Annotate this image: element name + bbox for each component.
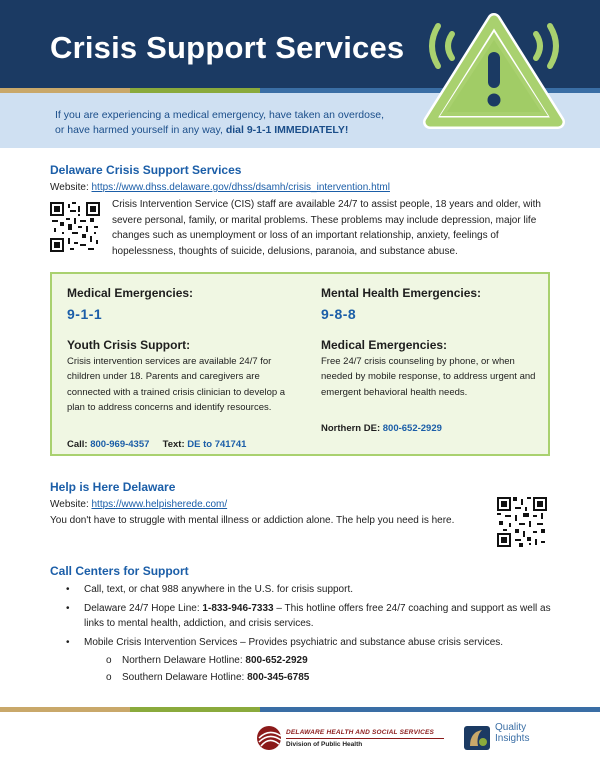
help-heading: Help is Here Delaware <box>50 480 176 494</box>
dhss-logo-icon <box>255 724 285 752</box>
northern-label: Northern DE: <box>321 423 383 434</box>
hope-line-number[interactable]: 1-833-946-7333 <box>202 603 274 614</box>
call-centers-list <box>64 582 564 689</box>
youth-text-value[interactable]: DE to 741741 <box>187 439 247 450</box>
bullet-icon: • <box>66 584 70 595</box>
northern-de-line <box>321 421 442 436</box>
medical-emergencies-2-text: Free 24/7 crisis counseling by phone, or when needed by mobile response, to address urgent and emergent behavioral health needs. <box>321 356 536 398</box>
youth-contact-line <box>67 437 246 452</box>
help-website-link[interactable]: https://www.helpisherede.com/ <box>91 499 228 510</box>
dhss-division: Division of Public Health <box>286 741 363 748</box>
warning-triangle-icon <box>408 6 580 136</box>
text-label: Text: <box>162 439 188 450</box>
list-item <box>64 601 564 631</box>
hope-line-label: Delaware 24/7 Hope Line: <box>84 603 203 614</box>
northern-de-number[interactable]: 800-652-2929 <box>382 423 442 434</box>
call-label: Call: <box>67 439 91 450</box>
list-item <box>64 582 564 597</box>
hope-line-description: – This hotline offers free 24/7 coaching and support as well as links to mental health, addiction, and crisis services. <box>84 603 551 629</box>
sub-list-item <box>84 653 564 668</box>
mental-health-heading: Mental Health Emergencies: <box>321 286 482 300</box>
dhss-name: DELAWARE HEALTH AND SOCIAL SERVICES <box>286 729 435 736</box>
medical-emergency-number[interactable]: 9-1-1 <box>67 306 103 322</box>
help-website-line <box>50 497 227 513</box>
notice-line-1: If you are experiencing a medical emergency, have taken an overdose, <box>55 109 384 121</box>
help-website-label: Website: <box>50 499 92 510</box>
northern-hotline-number[interactable]: 800-652-2929 <box>245 655 308 666</box>
dhss-divider <box>286 738 444 739</box>
delaware-description: Crisis Intervention Service (CIS) staff are available 24/7 to assist people, 18 years and older, with severe personal, family, or marital problems. These problems may include depression, major life changes such as unemployment or loss of an important relationship, anxiety, feelings of hopelessness, thoughts of suicide, delusions, paranoia, and substance abuse. <box>112 199 541 257</box>
list-item <box>64 635 564 685</box>
youth-call-number[interactable]: 800-969-4357 <box>90 439 150 450</box>
website-label: Website: <box>50 182 92 193</box>
call-centers-heading: Call Centers for Support <box>50 564 189 578</box>
mobile-crisis-text: Mobile Crisis Intervention Services – Provides psychiatric and substance abuse crisis services. <box>84 637 504 648</box>
notice-suffix: ! <box>344 124 349 136</box>
medical-emergencies-heading: Medical Emergencies: <box>67 286 194 300</box>
delaware-website-line <box>50 180 390 196</box>
circle-bullet-icon: o <box>106 655 112 666</box>
youth-crisis-heading: Youth Crisis Support: <box>67 338 191 352</box>
emergency-contacts-box <box>50 272 550 456</box>
bullet-icon: • <box>66 637 70 648</box>
northern-hotline-label: Northern Delaware Hotline: <box>122 655 246 666</box>
color-stripe-bottom <box>0 707 600 712</box>
notice-line-2: or have harmed yourself in any way, <box>55 124 226 136</box>
circle-bullet-icon: o <box>106 672 112 683</box>
notice-emphasis: dial 9-1-1 IMMEDIATELY <box>225 124 345 136</box>
sub-list-item <box>84 670 564 685</box>
southern-hotline-label: Southern Delaware Hotline: <box>122 672 248 683</box>
mental-health-number[interactable]: 9-8-8 <box>321 306 357 322</box>
quality-insights-name <box>495 722 529 744</box>
quality-insights-logo-icon <box>462 724 492 752</box>
youth-crisis-text: Crisis intervention services are available 24/7 for children under 18. Parents and caregivers are connected with a trained crisis clinician to develop a plan to address concerns and identify resources. <box>67 356 286 413</box>
page-title: Crisis Support Services <box>50 30 405 65</box>
medical-emergencies-2-heading: Medical Emergencies: <box>321 338 448 352</box>
delaware-heading: Delaware Crisis Support Services <box>50 163 242 177</box>
notice-text <box>55 108 435 138</box>
help-qr-code <box>497 497 547 547</box>
delaware-qr-code <box>50 202 100 252</box>
bullet-icon: • <box>66 603 70 614</box>
help-text: You don't have to struggle with mental illness or addiction alone. The help you need is here. <box>50 515 455 526</box>
item-988-text: Call, text, or chat 988 anywhere in the U.S. for crisis support. <box>84 584 354 595</box>
qi-line-1: Quality <box>495 722 527 733</box>
qi-line-2: Insights <box>495 733 530 744</box>
delaware-website-link[interactable]: https://www.dhss.delaware.gov/dhss/dsamh/crisis_intervention.html <box>91 182 390 193</box>
southern-hotline-number[interactable]: 800-345-6785 <box>247 672 310 683</box>
